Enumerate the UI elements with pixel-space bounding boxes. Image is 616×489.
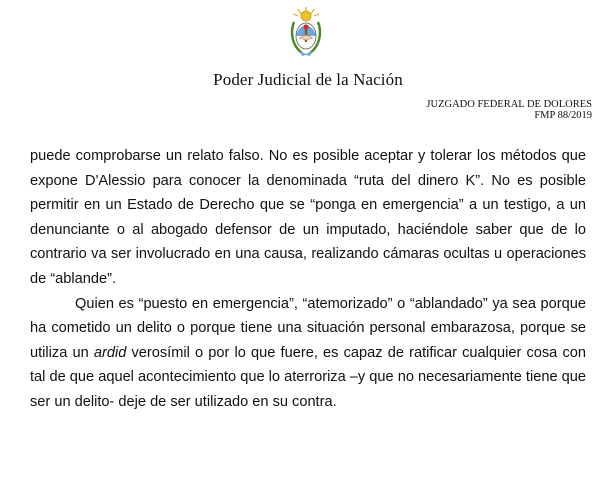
argentina-coat-of-arms-icon <box>288 6 324 58</box>
paragraph <box>30 292 586 415</box>
document-body <box>30 144 586 415</box>
paragraph-text: Quien es “puesto en emergencia”, “atemorizado” o “ablandado” ya sea porque ha cometido un delito o porque tiene una situación personal embarazosa, porque se utiliza un <box>30 295 586 361</box>
paragraph: puede comprobarse un relato falso. No es posible aceptar y tolerar los métodos que expone D'Alessio para conocer la denominada “ruta del dinero K”. No es posible permitir en un Estado de Derecho que se “ponga en emergencia” a un testigo, a un denunciante o al abogado defensor de un imputado, haciéndole saber que de lo contrario va ser involucrado en una causa, realizando cámaras ocultas u operaciones de “ablande”. <box>30 148 586 287</box>
emphasized-term: ardid <box>93 344 127 361</box>
case-number: FMP 88/2019 <box>534 110 592 121</box>
paragraph-text: verosímil o por lo que fuere, es capaz de ratificar cualquier cosa con tal de que aquel acontecimiento que lo aterroriza –y que no necesariamente tiene que ser un delito- deje de ser utilizado en su contra. <box>30 344 586 410</box>
org-title: Poder Judicial de la Nación <box>213 70 403 89</box>
court-name: JUZGADO FEDERAL DE DOLORES <box>426 99 592 110</box>
court-identification <box>426 99 592 121</box>
